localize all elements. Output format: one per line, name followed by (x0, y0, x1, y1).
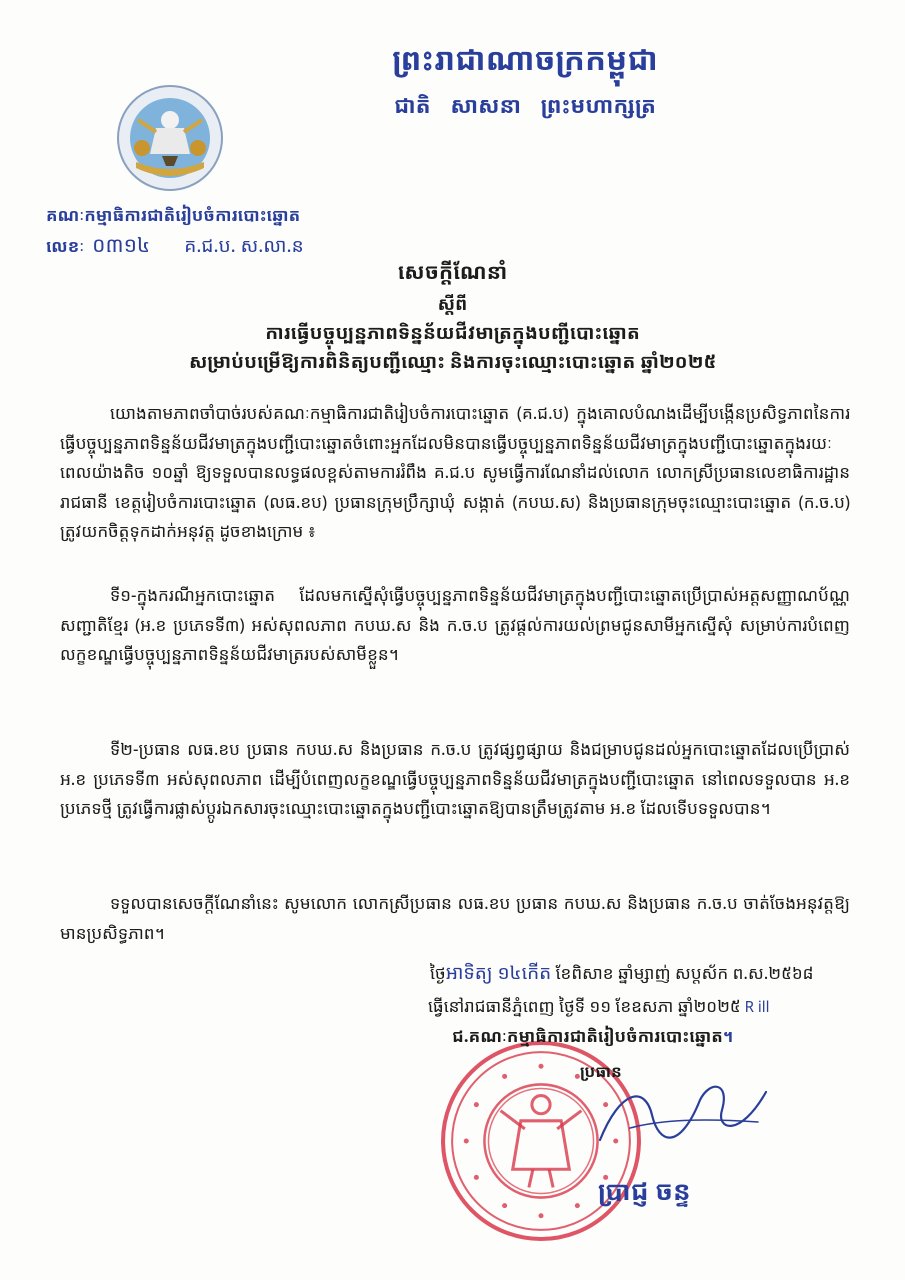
body-paragraph-closing: ទទួលបានសេចក្តីណែនាំនេះ សូមលោក លោកស្រីប្រធាន លធ.ខប ប្រធាន កបឃ.ស និងប្រធាន ក.ច.ប ចាត់ចែងអនុវត្តឱ្យមានប្រសិទ្ធភាព។ (60, 891, 850, 944)
lunar-date (430, 959, 813, 985)
lunar-date-prefix: ថ្ងៃ (430, 961, 446, 984)
national-motto: ជាតិ សាសនា ព្រះមហាក្សត្រ (394, 90, 656, 120)
handwritten-signature (590, 1070, 780, 1160)
lunar-date-handwritten: អាទិត្យ ១៤កើត (445, 959, 552, 985)
body-paragraph-intro: យោងតាមភាពចាំបាច់របស់គណៈកម្មាធិការជាតិរៀបចំការបោះឆ្នោត (គ.ជ.ប) ក្នុងគោលបំណងដើម្បីបង្កើនប្រសិទ្ធភាពនៃការធ្វើបច្ចុប្បន្នភាពទិន្នន័យជីវមាត្រក្នុងបញ្ជីបោះឆ្នោតចំពោះអ្នកដែលមិនបានធ្វើបច្ចុប្បន្នភាពទិន្នន័យជីវមាត្រក្នុងបញ្ជីបោះឆ្នោតក្នុងរយៈពេលយ៉ាងតិច ១០ឆ្នាំ ឱ្យទទួលបានលទ្ធផលខ្ពស់តាមការរំពឹង គ.ជ.ប សូមធ្វើការណែនាំដល់លោក លោកស្រីប្រធានលេខាធិការដ្ឋានរាជធានី ខេត្តរៀបចំការបោះឆ្នោត (លធ.ខប) ប្រធានក្រុមប្រឹក្សាឃុំ សង្កាត់ (កបឃ.ស) និងប្រធានក្រុមចុះឈ្មោះបោះឆ្នោត (ក.ច.ប) ត្រូវយកចិត្តទុកដាក់អនុវត្ត ដូចខាងក្រោម ៖ (60, 401, 850, 542)
document-type-heading: សេចក្តីណែនាំ (397, 258, 508, 286)
solar-date-text: ធ្វើនៅរាជធានីភ្នំពេញ ថ្ងៃទី ១១ ខែឧសភា ឆ្នាំ២០២៥ (428, 994, 741, 1017)
lunar-date-rest: ខែពិសាខ ឆ្នាំម្សាញ់ សប្តស័ក ព.ស.២៥៦៨ (551, 961, 814, 984)
reference-label: លេខៈ (46, 234, 85, 257)
signer-org-name: គណៈកម្មាធិការជាតិរៀបចំការបោះឆ្នោត (468, 1024, 723, 1047)
signer-organisation (452, 1024, 733, 1047)
body-paragraph-item-2: ទី២-ប្រធាន លធ.ខប ប្រធាន កបឃ.ស និងប្រធាន ក.ច.ប ត្រូវផ្សព្វផ្សាយ និងជម្រាបជូនដល់អ្នកបោះឆ្នោតដែលប្រើប្រាស់ អ.ខ ប្រភេទទី៣ អស់សុពលភាព ដើម្បីបំពេញលក្ខខណ្ឌធ្វើបច្ចុប្បន្នភាពទិន្នន័យជីវមាត្រក្នុងបញ្ជីបោះឆ្នោត នៅពេលទទួលបាន អ.ខ ប្រភេទថ្មី ត្រូវធ្វើការផ្លាស់ប្តូរឯកសារចុះឈ្មោះបោះឆ្នោតក្នុងបញ្ជីបោះឆ្នោតឱ្យបានត្រឹមត្រូវតាម អ.ខ ដែលទើបទទួលបាន។ (60, 737, 850, 819)
commission-name: គណៈកម្មាធិការជាតិរៀបចំការបោះឆ្នោត (46, 203, 301, 226)
body-paragraph-item-1: ទី១-ក្នុងករណីអ្នកបោះឆ្នោត ដែលមកស្នើសុំធ្វើបច្ចុប្បន្នភាពទិន្នន័យជីវមាត្រក្នុងបញ្ជីបោះឆ្នោតប្រើប្រាស់អត្តសញ្ញាណប័ណ្ណសញ្ជាតិខ្មែរ (អ.ខ ប្រភេទទី៣) អស់សុពលភាព កបឃ.ស និង ក.ច.ប ត្រូវផ្តល់ការយល់ព្រមជូនសាមីអ្នកស្នើសុំ សម្រាប់ការបំពេញលក្ខខណ្ឌធ្វើបច្ចុប្បន្នភាពទិន្នន័យជីវមាត្ររបស់សាមីខ្លួន។ (60, 583, 850, 665)
kingdom-title: ព្រះរាជាណាចក្រកម្ពុជា (392, 38, 658, 80)
reference-number: ០៣១៤ (92, 231, 151, 259)
signer-prefix: ជ. (452, 1024, 469, 1047)
initials-mark: R ill (744, 997, 770, 1017)
reference-code: គ.ជ.ប. ស.លា.ន (184, 232, 304, 258)
president-title: ប្រធាន (580, 1060, 622, 1082)
subject-label: ស្តីពី (437, 292, 468, 316)
subject-line-2: សម្រាប់បម្រើឱ្យការពិនិត្យបញ្ជីឈ្មោះ និងការចុះឈ្មោះបោះឆ្នោត ឆ្នាំ២០២៥ (188, 348, 717, 374)
nec-emblem-logo (116, 84, 224, 192)
signer-name: ប្រាជ្ញ ចន្ទ (598, 1172, 691, 1208)
reference-line (46, 231, 304, 259)
subject-line-1: ការធ្វើបច្ចុប្បន្នភាពទិន្នន័យជីវមាត្រក្នុងបញ្ជីបោះឆ្នោត (265, 319, 640, 345)
solar-date (428, 994, 770, 1017)
signer-suffix: ។ (722, 1024, 733, 1047)
